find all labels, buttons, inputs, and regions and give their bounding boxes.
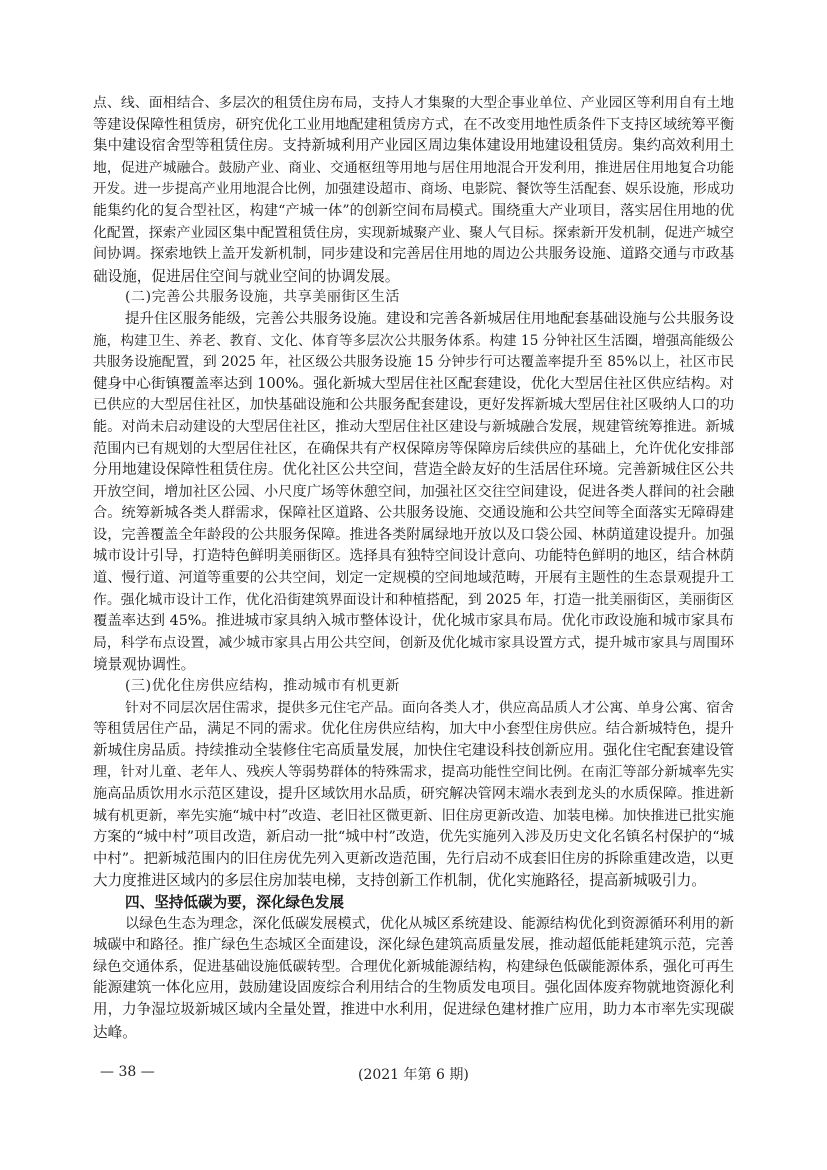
paragraph-line: 施高品质饮用水示范区建设，提升区域饮用水品质，研究解决管网末端水表到龙头的水质保障。推进新 [93, 786, 734, 802]
paragraph-line: 范围内已有规划的大型居住社区，在确保共有产权保障房等保障房后续供应的基础上，允许优化安排部 [93, 440, 734, 457]
paragraph-line: 开发。进一步提高产业用地混合比例，加强建设超市、商场、电影院、餐饮等生活配套、娱乐设施，形成功 [93, 181, 734, 198]
paragraph-line: 境景观协调性。 [93, 656, 196, 674]
paragraph-line: 施，构建卫生、养老、教育、文化、体育等多层次公共服务体系。构建 15 分钟社区生活圈，增强高能级公 [93, 332, 734, 349]
section-heading: 四、坚持低碳为要，深化绿色发展 [125, 893, 344, 911]
paragraph-line: 能源建筑一体化应用，鼓励建设固废综合利用结合的生物质发电项目。强化固体废弃物就地资源化利 [93, 980, 734, 997]
page-footer [0, 1064, 827, 1086]
paragraph-line: 方案的“城中村”项目改造，新启动一批“城中村”改造，优先实施列入涉及历史文化名镇名村保护的“城 [93, 829, 734, 846]
paragraph-line: 局，科学布点设置，减少城市家具占用公共空间，创新及优化城市家具设置方式，提升城市家具与周围环 [93, 634, 734, 651]
paragraph-line: 绿色交通体系，促进基础设施低碳转型。合理优化新城能源结构，构建绿色低碳能源体系，强化可再生 [93, 958, 734, 975]
section-subheading: (二)完善公共服务设施，共享美丽街区生活 [125, 289, 400, 306]
paragraph-line: 已供应的大型居住社区，加快基础设施和公共服务配套建设，更好发挥新城大型居住社区吸纳人口的功 [93, 397, 734, 414]
issue-label: (2021 年第 6 期) [358, 1067, 469, 1083]
paragraph-line: 开放空间，增加社区公园、小尺度广场等休憩空间，加强社区交往空间建设，促进各类人群间的社会融 [93, 483, 734, 500]
paragraph-line: 化配置，探索产业园区集中配置租赁住房，实现新城聚产业、聚人气目标。探索新开发机制，促进产城空 [93, 224, 734, 241]
paragraph-line: 新城住房品质。持续推动全装修住宅高质量发展，加快住宅建设科技创新应用。强化住宅配套建设管 [93, 742, 734, 759]
paragraph-line: 集中建设宿舍型等租赁住房。支持新城利用产业园区周边集体建设用地建设租赁房。集约高效利用土 [93, 138, 734, 155]
paragraph-line: 提升住区服务能级，完善公共服务设施。建设和完善各新城居住用地配套基础设施与公共服务设 [125, 310, 734, 327]
paragraph-line: 城市设计引导，打造特色鲜明美丽街区。选择具有独特空间设计意向、功能特色鲜明的地区，结合林荫 [93, 548, 734, 565]
paragraph-line: 针对不同层次居住需求，提供多元住宅产品。面向各类人才，供应高品质人才公寓、单身公寓、宿舍 [125, 699, 734, 716]
paragraph-line: 达峰。 [93, 1023, 137, 1041]
paragraph-line: 城有机更新，率先实施“城中村”改造、老旧社区微更新、旧住房更新改造、加装电梯。加快推进已批实施 [93, 807, 734, 824]
section-subheading: (三)优化住房供应结构，推动城市有机更新 [125, 678, 400, 695]
paragraph-line: 理，针对儿童、老年人、残疾人等弱势群体的特殊需求，提高功能性空间比例。在南汇等部分新城率先实 [93, 764, 734, 781]
document-body [93, 93, 734, 1043]
paragraph-line: 用，力争湿垃圾新城区域内全量处置，推进中水利用，促进绿色建材推广应用，助力本市率先实现碳 [93, 1001, 734, 1018]
paragraph-line: 城碳中和路径。推广绿色生态城区全面建设，深化绿色建筑高质量发展，推动超低能耗建筑示范，完善 [93, 937, 734, 954]
paragraph-line: 础设施，促进居住空间与就业空间的协调发展。 [93, 267, 400, 285]
paragraph-line: 健身中心街镇覆盖率达到 100%。强化新城大型居住社区配套建设，优化大型居住社区供应结构。对 [93, 375, 734, 392]
paragraph-line: 设，完善覆盖全年龄段的公共服务保障。推进各类附属绿地开放以及口袋公园、林荫道建设提升。加强 [93, 526, 734, 543]
paragraph-line: 共服务设施配置，到 2025 年，社区级公共服务设施 15 分钟步行可达覆盖率提升至 85%以上，社区市民 [93, 354, 734, 371]
paragraph-line: 大力度推进区域内的多层住房加装电梯，支持创新工作机制，优化实施路径，提高新城吸引力。 [93, 872, 706, 890]
paragraph-line: 地，促进产城融合。鼓励产业、商业、交通枢纽等用地与居住用地混合开发利用，推进居住用地复合功能 [93, 159, 734, 176]
paragraph-line: 等租赁居住产品，满足不同的需求。优化住房供应结构，加大中小套型住房供应。结合新城特色，提升 [93, 721, 734, 738]
paragraph-line: 覆盖率达到 45%。推进城市家具纳入城市整体设计，优化城市家具布局。优化市政设施和城市家具布 [93, 613, 734, 630]
page-number: — 38 — [100, 1064, 155, 1080]
paragraph-line: 能。对尚未启动建设的大型居住社区，推动大型居住社区建设与新城融合发展，规建管统筹推进。新城 [93, 418, 734, 435]
paragraph-line: 等建设保障性租赁房，研究优化工业用地配建租赁房方式，在不改变用地性质条件下支持区域统筹平衡 [93, 116, 734, 133]
paragraph-line: 中村”。把新城范围内的旧住房优先列入更新改造范围，先行启动不成套旧住房的拆除重建改造，以更 [93, 850, 734, 867]
paragraph-line: 分用地建设保障性租赁住房。优化社区公共空间，营造全龄友好的生活居住环境。完善新城住区公共 [93, 462, 734, 479]
paragraph-line: 合。统筹新城各类人群需求，保障社区道路、公共服务设施、交通设施和公共空间等全面落实无障碍建 [93, 505, 734, 522]
paragraph-line: 作。强化城市设计工作，优化沿街建筑界面设计和种植搭配，到 2025 年，打造一批美丽街区，美丽街区 [93, 591, 734, 608]
paragraph-line: 点、线、面相结合、多层次的租赁住房布局，支持人才集聚的大型企事业单位、产业园区等利用自有土地 [93, 95, 734, 111]
paragraph-line: 以绿色生态为理念，深化低碳发展模式，优化从城区系统建设、能源结构优化到资源循环利用的新 [125, 915, 734, 932]
paragraph-line: 间协调。探索地铁上盖开发新机制，同步建设和完善居住用地的周边公共服务设施、道路交通与市政基 [93, 246, 734, 263]
paragraph-line: 能集约化的复合型社区，构建“产城一体”的创新空间布局模式。围绕重大产业项目，落实居住用地的优 [93, 202, 734, 219]
paragraph-line: 道、慢行道、河道等重要的公共空间，划定一定规模的空间地域范畴，开展有主题性的生态景观提升工 [93, 570, 734, 587]
